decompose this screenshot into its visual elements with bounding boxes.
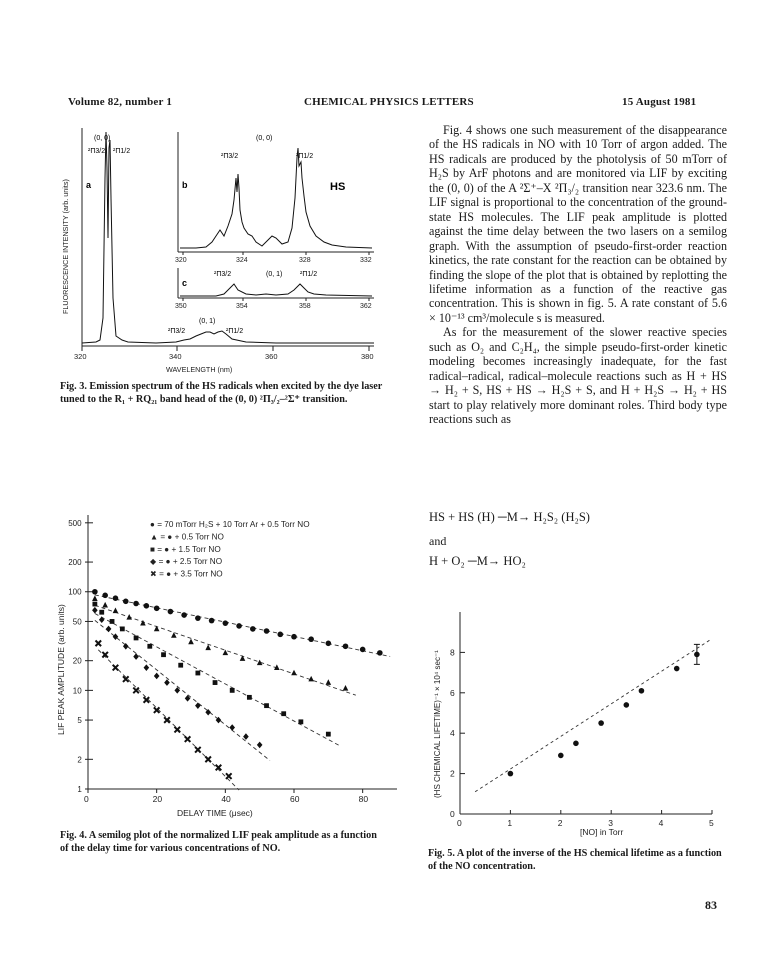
fig4-ytick-label: 2 — [77, 755, 82, 765]
running-header-volume: Volume 82, number 1 — [68, 96, 173, 108]
fig4-legend-entry: ■ = ● + 1.5 Torr NO — [150, 544, 221, 554]
fig4-ytick-label: 100 — [68, 587, 82, 597]
fig4-data-point — [326, 679, 332, 685]
fig3-panel-a: a — [86, 180, 92, 190]
fig4-legend-entry: ▲ = ● + 0.5 Torr NO — [150, 532, 224, 542]
fig5-lifetime-plot — [420, 602, 730, 842]
fig4-data-point — [92, 595, 98, 601]
fig4-data-point — [147, 644, 152, 649]
fig4-data-point — [291, 634, 297, 640]
equation-2: H + O₂ ─M→ HO₂ — [429, 554, 526, 568]
fig4-data-point — [360, 647, 366, 653]
running-header-date: 15 August 1981 — [622, 96, 697, 108]
fig4-data-point — [240, 655, 246, 661]
fig4-data-point — [102, 602, 108, 608]
fig3b-tick-324: 324 — [236, 257, 248, 264]
fig4-data-point — [133, 601, 139, 607]
fig4-data-point — [188, 639, 194, 645]
fig3-caption: Fig. 3. Emission spectrum of the HS radicals when excited by the dye laser tuned to the R₁ + RQ₂₁ band head of the (0, 0) ²Π₃/₂–²Σ⁺ transition. — [60, 381, 383, 405]
fig4-data-point — [250, 626, 256, 632]
fig4-xtick-label: 80 — [358, 794, 369, 804]
fig3-pi32-a: ²Π3/2 — [88, 148, 106, 155]
fig4-data-point — [223, 650, 229, 656]
fig4-data-point — [181, 612, 187, 618]
fig5-data-point — [598, 720, 604, 726]
fig3-pi12-a: ²Π1/2 — [113, 148, 131, 155]
fig5-ytick-label: 8 — [450, 647, 455, 658]
fig4-data-point — [110, 619, 115, 624]
fig4-ytick-label: 50 — [72, 617, 82, 627]
fig5-ytick-label: 6 — [450, 687, 455, 698]
fig3-panel-c: c — [182, 278, 188, 288]
fig3-tick-320: 320 — [74, 352, 87, 361]
fig3-trace-c — [180, 284, 372, 296]
fig5-xtick-label: 3 — [608, 818, 613, 828]
fig3-pi12-b: ²Π1/2 — [296, 153, 314, 160]
fig4-data-point — [144, 664, 150, 671]
equation-and: and — [429, 534, 447, 548]
fig3-band-label-a: (0, 0) — [94, 135, 111, 142]
fig4-data-point — [298, 719, 303, 724]
fig3c-tick-358: 358 — [299, 303, 311, 310]
fig4-data-point — [257, 742, 263, 749]
fig4-data-point — [161, 652, 166, 657]
fig3-pi12-bump: ²Π1/2 — [226, 328, 244, 335]
fig4-data-point — [247, 695, 252, 700]
fig3b-tick-320: 320 — [175, 257, 187, 264]
fig4-data-point — [133, 653, 139, 660]
fig4-data-point — [230, 688, 235, 693]
fig4-data-point — [236, 623, 242, 629]
fig3-ylabel: FLUORESCENCE INTENSITY (arb. units) — [61, 179, 70, 314]
fig4-data-point — [123, 599, 129, 605]
fig4-ytick-label: 20 — [72, 656, 82, 666]
fig4-data-point — [195, 702, 201, 709]
fig4-data-point — [106, 626, 112, 633]
fig4-data-point — [92, 602, 97, 607]
fig5-xtick-label: 1 — [507, 818, 513, 828]
fig4-data-point — [264, 628, 270, 634]
fig4-data-point — [308, 636, 314, 642]
fig4-data-point — [113, 633, 119, 640]
fig4-data-point — [223, 620, 229, 626]
fig4-legend-entry: ● = 70 mTorr H₂S + 10 Torr Ar + 0.5 Torr NO — [150, 520, 310, 529]
fig4-data-point — [134, 636, 139, 641]
body-column — [429, 123, 727, 427]
fig4-ytick-label: 5 — [77, 716, 82, 726]
fig4-data-point — [326, 641, 332, 647]
fig4-ytick-label: 10 — [72, 686, 82, 696]
equation-1: HS + HS (H) ─M→ H₂S₂ (H₂S) — [429, 510, 590, 524]
fig5-xtick-label: 2 — [557, 818, 563, 828]
fig3-tick-380: 380 — [361, 352, 374, 361]
fig4-xtick-label: 0 — [84, 794, 89, 804]
fig4-data-point — [154, 626, 160, 632]
fig5-xtick-label: 0 — [457, 818, 462, 828]
fig4-data-point — [243, 733, 249, 740]
fig5-data-point — [639, 688, 645, 694]
fig3-trace-a — [82, 132, 374, 343]
fig4-data-point — [168, 609, 174, 615]
fig4-xlabel: DELAY TIME (μsec) — [177, 808, 253, 818]
fig5-caption: Fig. 5. A plot of the inverse of the HS chemical lifetime as a function of the NO concentration. — [428, 848, 722, 872]
fig4-data-point — [264, 703, 269, 708]
fig3-pi32-b: ²Π3/2 — [221, 153, 239, 160]
fig4-caption: Fig. 4. A semilog plot of the normalized LIF peak amplitude as a function of the delay time for various concentrations of NO. — [60, 830, 377, 854]
fig3-tick-340: 340 — [169, 352, 182, 361]
fig4-ylabel: LIF PEAK AMPLITUDE (arb. units) — [56, 604, 66, 735]
fig4-data-point — [209, 618, 215, 624]
fig4-data-point — [277, 632, 283, 638]
fig4-xtick-label: 60 — [290, 794, 300, 804]
fig4-data-point — [96, 641, 102, 647]
fig4-data-point — [185, 736, 191, 742]
fig5-xtick-label: 4 — [658, 818, 664, 828]
fig4-data-point — [99, 610, 104, 615]
fig4-data-point — [377, 650, 383, 656]
fig4-ytick-label: 200 — [68, 558, 82, 568]
fig4-ytick-label: 500 — [68, 518, 82, 528]
fig5-data-point — [508, 771, 514, 777]
fig3-band-label-bump: (0, 1) — [199, 318, 216, 325]
fig5-data-point — [624, 702, 630, 708]
fig4-data-point — [281, 711, 286, 716]
fig3b-tick-328: 328 — [299, 257, 311, 264]
fig3-xlabel: WAVELENGTH (nm) — [166, 365, 233, 374]
fig4-data-point — [178, 663, 183, 668]
fig3-tick-360: 360 — [265, 352, 278, 361]
fig4-xtick-label: 40 — [221, 794, 231, 804]
fig5-data-point — [573, 741, 579, 747]
fig4-data-point — [92, 607, 98, 614]
fig3-pi32-c: ²Π3/2 — [214, 271, 232, 278]
fig5-data-point — [558, 753, 564, 759]
fig4-data-point — [164, 679, 170, 686]
fig4-data-point — [144, 603, 150, 609]
fig3-band-label-c: (0, 1) — [266, 271, 283, 278]
fig5-xtick-label: 5 — [709, 818, 714, 828]
fig3c-tick-362: 362 — [360, 303, 372, 310]
fig5-ytick-label: 4 — [450, 728, 455, 739]
fig4-data-point — [154, 605, 160, 611]
fig4-data-point — [195, 747, 201, 753]
fig4-data-point — [229, 724, 235, 731]
fig5-ytick-label: 2 — [450, 768, 455, 779]
body-paragraph-1: Fig. 4 shows one such measurement of the disappearance of the HS radicals in NO with 10 Torr of argon added. The HS radicals are produced by the photolysis of 50 mTorr of H₂S by ArF photons and are monitored via LIF by exciting the (0, 0) of the A ²Σ⁺–X ²Π₃/₂ transition near 323.6 nm. The LIF signal is proportional to the concentration of the ground-state HS molecules. The LIF peak amplitude is plotted against the time delay between the two lasers on a semilog graph. With the assumption of pseudo-first-order reaction kinetics, the rate constant for the reaction can be obtained by finding the slope of the plot that is obtained by replotting the lifetime information as a function of the reactive gas concentration. This is shown in fig. 5. A rate constant of 5.6 × 10⁻¹³ cm³/molecule s is measured. — [429, 123, 727, 325]
fig4-semilog-plot — [52, 505, 422, 830]
fig3c-tick-350: 350 — [175, 303, 187, 310]
fig5-xlabel: [NO] in Torr — [580, 827, 624, 837]
fig4-data-point — [343, 643, 349, 649]
fig3-hs-label: HS — [330, 181, 346, 193]
fig4-data-point — [213, 680, 218, 685]
fig4-legend-entry: ✖ = ● + 3.5 Torr NO — [150, 569, 223, 579]
fig4-data-point — [120, 627, 125, 632]
fig4-data-point — [113, 608, 119, 614]
fig3-pi12-c: ²Π1/2 — [300, 271, 318, 278]
fig4-data-point — [102, 593, 108, 599]
fig5-fit-line — [475, 640, 709, 792]
fig4-data-point — [99, 616, 105, 623]
fig3-panel-b: b — [182, 180, 188, 190]
fig3b-tick-332: 332 — [360, 257, 372, 264]
fig4-data-point — [126, 614, 132, 620]
running-header-journal: CHEMICAL PHYSICS LETTERS — [304, 96, 474, 108]
fig4-data-point — [195, 615, 201, 621]
page-number: 83 — [705, 898, 717, 912]
body-paragraph-2: As for the measurement of the slower reactive species such as O₂ and C₂H₄, the simple pseudo-first-order kinetic modeling becomes increasingly inadequate, for the fast radical–radical, radical–molecule reactions such as H + HS → H₂ + S, HS + HS → H₂S + S, and H + H₂S → H₂ + HS start to play relatively more dominant roles. Third body type reactions such as — [429, 325, 727, 427]
fig4-data-point — [113, 595, 119, 601]
fig4-data-point — [343, 685, 349, 691]
fig4-data-point — [174, 727, 180, 733]
fig3-trace-b — [180, 148, 372, 248]
fig5-data-point — [674, 666, 680, 672]
fig4-data-point — [308, 676, 314, 682]
fig5-ytick-label: 0 — [450, 809, 455, 819]
fig5-ylabel: (HS CHEMICAL LIFETIME)⁻¹ × 10⁴ sec⁻¹ — [433, 650, 442, 798]
fig3-emission-spectrum — [56, 118, 456, 378]
fig4-data-point — [133, 688, 139, 694]
fig4-fit-line — [95, 620, 270, 760]
fig4-data-point — [291, 670, 297, 676]
fig3c-tick-354: 354 — [236, 303, 248, 310]
fig4-data-point — [326, 732, 331, 737]
fig4-xtick-label: 20 — [152, 794, 163, 804]
fig4-data-point — [195, 671, 200, 676]
fig3-pi32-bump: ²Π3/2 — [168, 328, 186, 335]
fig4-ytick-label: 1 — [77, 785, 82, 794]
fig4-data-point — [154, 673, 160, 680]
fig4-data-point — [226, 773, 232, 779]
fig4-data-point — [113, 665, 119, 671]
fig3-band-label-b: (0, 0) — [256, 135, 273, 142]
fig4-data-point — [92, 589, 98, 595]
fig4-legend-entry: ◆ = ● + 2.5 Torr NO — [150, 557, 223, 567]
fig4-data-point — [205, 757, 211, 763]
fig4-fit-line — [95, 614, 339, 746]
